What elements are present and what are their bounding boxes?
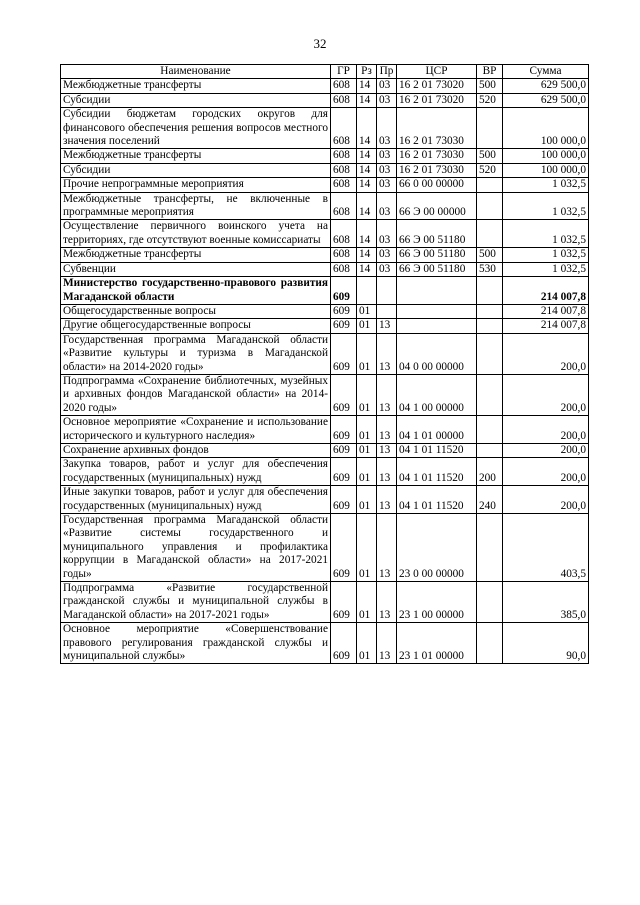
cell-sum: 1 032,5 [503,262,589,276]
col-header-vr: ВР [477,65,503,79]
cell-gr: 609 [331,304,357,318]
cell-gr: 608 [331,248,357,262]
cell-gr: 608 [331,220,357,248]
page-number: 32 [313,36,327,51]
table-row [61,277,589,305]
table-row [61,623,589,664]
cell-rz: 01 [357,458,377,486]
cell-name: Осуществление первичного воинского учета на территориях, где отсутствуют военные комиссариаты [61,220,331,248]
cell-pr: 13 [377,486,397,514]
cell-vr [477,304,503,318]
cell-gr: 609 [331,582,357,623]
cell-name: Основное мероприятие «Сохранение и использование исторического и культурного наследия» [61,416,331,444]
cell-csr: 04 1 01 11520 [397,458,477,486]
cell-sum: 1 032,5 [503,220,589,248]
cell-name: Межбюджетные трансферты, не включенные в программные мероприятия [61,192,331,220]
table-body [61,79,589,664]
cell-sum: 200,0 [503,374,589,415]
cell-csr: 04 1 00 00000 [397,374,477,415]
cell-pr: 13 [377,582,397,623]
cell-sum: 1 032,5 [503,178,589,192]
cell-name: Межбюджетные трансферты [61,79,331,93]
cell-vr [477,374,503,415]
table-row [61,79,589,93]
cell-csr: 04 0 00 00000 [397,333,477,374]
cell-rz: 14 [357,262,377,276]
table-row [61,416,589,444]
cell-sum: 1 032,5 [503,192,589,220]
cell-csr: 23 1 00 00000 [397,582,477,623]
table-row [61,178,589,192]
cell-gr: 609 [331,486,357,514]
cell-csr: 66 0 00 00000 [397,178,477,192]
cell-rz: 14 [357,163,377,177]
cell-vr: 500 [477,248,503,262]
cell-name: Субсидии бюджетам городских округов для финансового обеспечения решения вопросов местного значения поселений [61,108,331,149]
table-header-row [61,65,589,79]
cell-rz: 14 [357,178,377,192]
cell-gr: 608 [331,163,357,177]
cell-csr: 16 2 01 73030 [397,149,477,163]
cell-rz: 14 [357,79,377,93]
col-header-csr: ЦСР [397,65,477,79]
cell-name: Межбюджетные трансферты [61,248,331,262]
cell-sum: 100 000,0 [503,108,589,149]
cell-pr: 03 [377,248,397,262]
cell-name: Субвенции [61,262,331,276]
cell-name: Субсидии [61,93,331,107]
cell-csr: 66 Э 00 00000 [397,192,477,220]
cell-name: Общегосударственные вопросы [61,304,331,318]
cell-name: Основное мероприятие «Совершенствование правового регулирования гражданской службы и муниципальной службы» [61,623,331,664]
cell-csr [397,304,477,318]
table-row [61,149,589,163]
cell-vr [477,178,503,192]
cell-csr: 04 1 01 00000 [397,416,477,444]
cell-rz: 14 [357,248,377,262]
cell-sum: 214 007,8 [503,277,589,305]
cell-csr: 04 1 01 11520 [397,443,477,457]
cell-rz: 14 [357,149,377,163]
cell-gr: 609 [331,443,357,457]
cell-pr: 13 [377,333,397,374]
cell-pr: 03 [377,93,397,107]
table-row [61,262,589,276]
cell-sum: 200,0 [503,416,589,444]
cell-vr: 530 [477,262,503,276]
cell-gr: 609 [331,458,357,486]
cell-gr: 608 [331,262,357,276]
cell-csr: 16 2 01 73030 [397,163,477,177]
cell-sum: 403,5 [503,514,589,582]
cell-vr [477,319,503,333]
cell-csr: 66 Э 00 51180 [397,220,477,248]
cell-pr: 13 [377,319,397,333]
table-row [61,108,589,149]
cell-vr: 240 [477,486,503,514]
cell-rz: 01 [357,623,377,664]
cell-name: Государственная программа Магаданской области «Развитие культуры и туризма в Магаданской области» на 2014-2020 годы» [61,333,331,374]
cell-csr [397,319,477,333]
cell-csr: 16 2 01 73020 [397,93,477,107]
cell-name: Закупка товаров, работ и услуг для обеспечения государственных (муниципальных) нужд [61,458,331,486]
cell-vr [477,443,503,457]
cell-vr [477,582,503,623]
cell-pr: 13 [377,458,397,486]
cell-csr: 16 2 01 73030 [397,108,477,149]
col-header-pr: Пр [377,65,397,79]
cell-sum: 90,0 [503,623,589,664]
cell-gr: 609 [331,416,357,444]
table-row [61,192,589,220]
cell-rz: 14 [357,192,377,220]
cell-gr: 608 [331,79,357,93]
cell-pr: 13 [377,374,397,415]
cell-csr: 04 1 01 11520 [397,486,477,514]
cell-sum: 100 000,0 [503,163,589,177]
cell-pr: 03 [377,149,397,163]
table-row [61,333,589,374]
cell-name: Прочие непрограммные мероприятия [61,178,331,192]
cell-vr [477,108,503,149]
cell-sum: 214 007,8 [503,304,589,318]
cell-sum: 385,0 [503,582,589,623]
cell-name: Межбюджетные трансферты [61,149,331,163]
cell-name: Иные закупки товаров, работ и услуг для обеспечения государственных (муниципальных) нужд [61,486,331,514]
table-row [61,514,589,582]
cell-name: Субсидии [61,163,331,177]
col-header-gr: ГР [331,65,357,79]
cell-sum: 200,0 [503,443,589,457]
cell-gr: 609 [331,374,357,415]
cell-pr: 03 [377,220,397,248]
cell-vr [477,623,503,664]
cell-name: Подпрограмма «Сохранение библиотечных, музейных и архивных фондов Магаданской области» на 2014-2020 годы» [61,374,331,415]
cell-pr: 13 [377,623,397,664]
table-row [61,220,589,248]
cell-vr [477,416,503,444]
cell-rz [357,277,377,305]
cell-pr: 03 [377,178,397,192]
cell-rz: 01 [357,443,377,457]
table-row [61,582,589,623]
cell-vr [477,333,503,374]
cell-pr: 03 [377,79,397,93]
cell-rz: 01 [357,486,377,514]
cell-gr: 609 [331,277,357,305]
cell-vr [477,514,503,582]
cell-pr [377,277,397,305]
cell-rz: 01 [357,514,377,582]
cell-rz: 14 [357,93,377,107]
cell-vr: 520 [477,93,503,107]
table-row [61,248,589,262]
cell-rz: 01 [357,374,377,415]
table-row [61,458,589,486]
cell-name: Министерство государственно-правового развития Магаданской области [61,277,331,305]
cell-sum: 629 500,0 [503,93,589,107]
cell-pr: 03 [377,163,397,177]
cell-sum: 200,0 [503,486,589,514]
table-row [61,319,589,333]
cell-csr: 16 2 01 73020 [397,79,477,93]
cell-csr: 66 Э 00 51180 [397,262,477,276]
cell-sum: 1 032,5 [503,248,589,262]
cell-gr: 608 [331,108,357,149]
cell-vr: 200 [477,458,503,486]
cell-name: Сохранение архивных фондов [61,443,331,457]
cell-sum: 214 007,8 [503,319,589,333]
col-header-name: Наименование [61,65,331,79]
cell-gr: 608 [331,93,357,107]
budget-table [60,64,589,664]
cell-rz: 01 [357,304,377,318]
cell-gr: 608 [331,178,357,192]
table-row [61,374,589,415]
cell-sum: 200,0 [503,458,589,486]
col-header-rz: Рз [357,65,377,79]
table-row [61,486,589,514]
cell-sum: 100 000,0 [503,149,589,163]
cell-rz: 01 [357,319,377,333]
cell-rz: 14 [357,220,377,248]
cell-rz: 01 [357,333,377,374]
cell-rz: 01 [357,582,377,623]
cell-csr: 23 1 01 00000 [397,623,477,664]
table-row [61,304,589,318]
cell-name: Подпрограмма «Развитие государственной гражданской службы и муниципальной службы в Магаданской области» на 2017-2021 годы» [61,582,331,623]
cell-gr: 609 [331,623,357,664]
col-header-sum: Сумма [503,65,589,79]
cell-gr: 609 [331,514,357,582]
cell-pr: 03 [377,262,397,276]
cell-pr: 13 [377,514,397,582]
cell-csr [397,277,477,305]
cell-vr: 520 [477,163,503,177]
cell-rz: 14 [357,108,377,149]
cell-name: Другие общегосударственные вопросы [61,319,331,333]
cell-gr: 608 [331,192,357,220]
cell-sum: 629 500,0 [503,79,589,93]
table-row [61,443,589,457]
cell-rz: 01 [357,416,377,444]
cell-pr: 03 [377,192,397,220]
cell-csr: 66 Э 00 51180 [397,248,477,262]
cell-vr: 500 [477,79,503,93]
cell-vr [477,192,503,220]
cell-csr: 23 0 00 00000 [397,514,477,582]
table-row [61,163,589,177]
cell-gr: 609 [331,319,357,333]
cell-pr: 13 [377,443,397,457]
cell-pr [377,304,397,318]
cell-gr: 609 [331,333,357,374]
cell-name: Государственная программа Магаданской области «Развитие системы государственного и муниципального управления и профилактика коррупции в Магаданской области» на 2017-2021 годы» [61,514,331,582]
cell-pr: 13 [377,416,397,444]
cell-vr: 500 [477,149,503,163]
cell-sum: 200,0 [503,333,589,374]
table-row [61,93,589,107]
cell-pr: 03 [377,108,397,149]
cell-vr [477,277,503,305]
cell-vr [477,220,503,248]
cell-gr: 608 [331,149,357,163]
